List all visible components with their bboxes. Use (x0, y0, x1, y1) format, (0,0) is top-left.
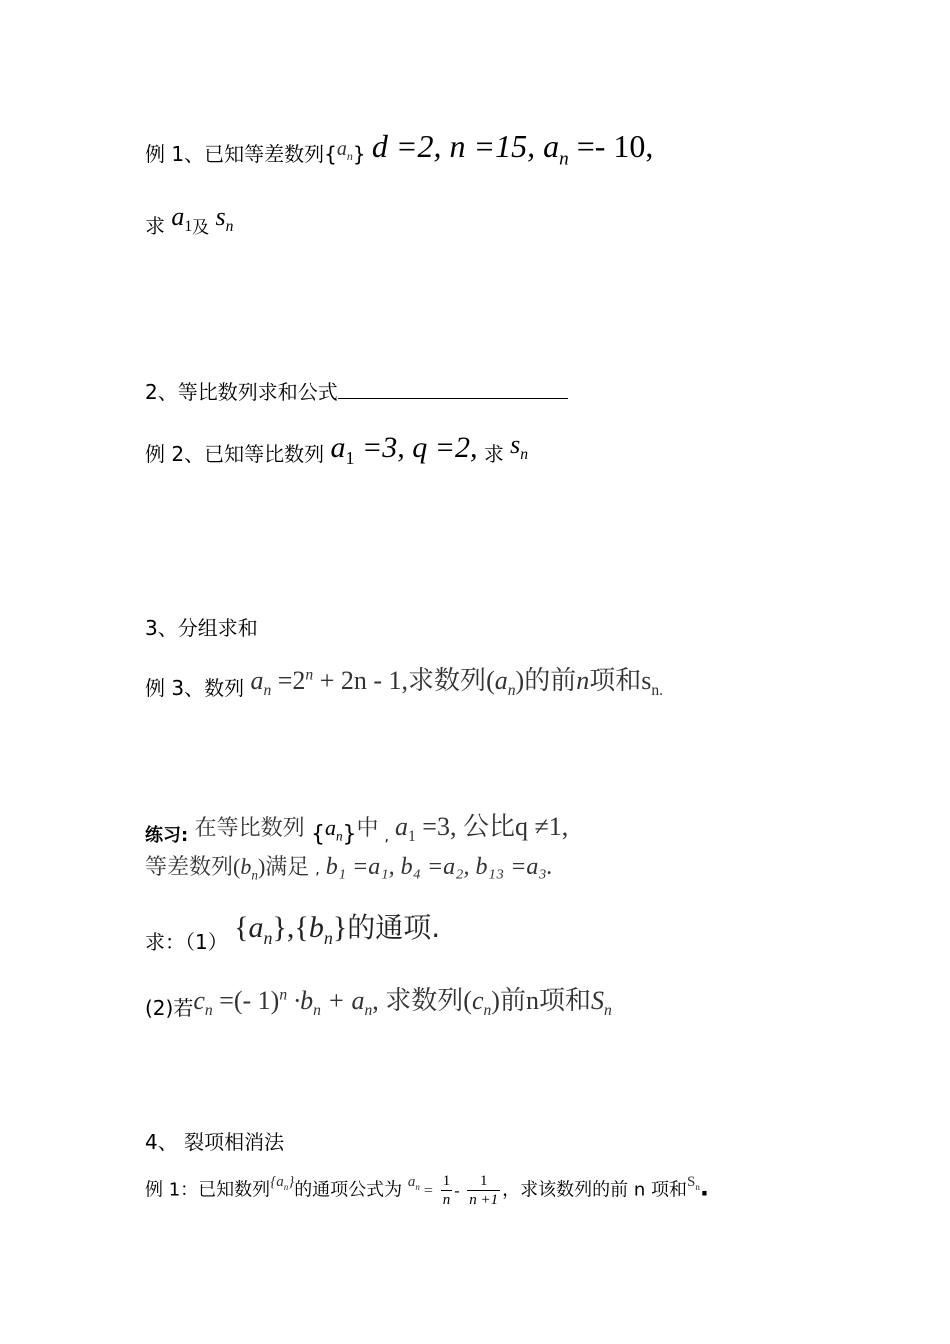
period: . (699, 1173, 709, 1202)
question-1-formula: $\{a_n\},\{b_n\}$的通项. (234, 911, 441, 948)
practice-label: 练习: (145, 825, 189, 846)
section-4-title: 4、 裂项相消法 (145, 1130, 285, 1154)
fraction-1-den: n (442, 1192, 451, 1208)
question-1-label: 求：（1） (145, 930, 228, 954)
seq-a: $a_n$ (336, 138, 353, 163)
question-1-line (145, 906, 440, 955)
fraction-1 (441, 1172, 453, 1209)
a1-symbol: $a_1$ (171, 202, 193, 236)
practice-text-2: 等差数列 (145, 855, 234, 880)
example-4-eq: = (419, 1182, 433, 1200)
answer-blank[interactable] (338, 382, 568, 399)
practice-mid-1: 中 (356, 816, 379, 841)
comma-2: , (315, 862, 320, 878)
section-2-title (145, 376, 568, 405)
practice-mid-2: 满足 (265, 855, 310, 880)
ask-label: 求 (145, 214, 165, 238)
example-4-line (145, 1172, 709, 1209)
question-2-formula: $c_n$ =(- $1)^n \cdot b_n + a_n$, 求数列$(c_n)$前n项和$S_n$ (193, 986, 612, 1020)
fraction-2 (467, 1172, 500, 1209)
ask-label-2: 求 (483, 442, 504, 466)
fraction-1-num: 1 (442, 1173, 451, 1189)
brace-open: { (324, 142, 337, 166)
example-4-an: an (407, 1173, 420, 1192)
sn-symbol: $s_n$ (215, 202, 234, 236)
fraction-2-den: n +1 (469, 1192, 499, 1208)
example-3-formula: $a_n =2^n + 2n - 1$,求数列$(a_n)$的前n项和$s_{n.}$ (250, 666, 664, 700)
and-label: 及 (192, 218, 210, 238)
example-2-line (145, 430, 528, 469)
example-1-formula: d =2, n =15, $a_n =- 10$, (371, 128, 654, 170)
example-4-seq: {an} (270, 1173, 295, 1192)
example-1-line (145, 128, 653, 170)
practice-line-1 (145, 806, 568, 847)
practice-seq-b: $(b_n)$ (233, 854, 266, 883)
comma-1: , (384, 829, 389, 845)
example-4-mid: 的通项公式为 (294, 1179, 403, 1201)
example-4-tail: ，求该数列的前 n 项和 (502, 1179, 687, 1201)
question-2-line (145, 980, 612, 1021)
practice-cond-1: $a_1 =3$, 公比q ≠1, (395, 812, 569, 846)
example-3-line (145, 660, 663, 701)
brace-close: } (352, 142, 366, 166)
question-2-label: (2)若 (145, 996, 194, 1020)
example-1-ask-line (145, 202, 233, 239)
section-2-title-text: 2、等比数列求和公式 (145, 380, 338, 404)
minus-sign: - (454, 1182, 460, 1200)
example-1-label: 例 1、已知等差数列 (145, 142, 325, 166)
example-2-formula: $a_1 =3$, q =2, (330, 431, 478, 468)
example-2-label: 例 2、已知等比数列 (145, 442, 325, 466)
practice-cond-2: b₁ =a₁, b₄ =a₂, b₁₃ =a₃. (325, 854, 553, 880)
section-3-title: 3、分组求和 (145, 616, 258, 640)
sn-symbol-2: $s_n$ (510, 430, 529, 464)
example-3-label: 例 3、数列 (145, 676, 245, 700)
fraction-2-num: 1 (467, 1172, 500, 1191)
example-4-label: 例 1：已知数列 (145, 1179, 271, 1201)
practice-line-2 (145, 850, 553, 883)
example-4-sn: Sn (686, 1173, 700, 1192)
practice-text-1: 在等比数列 (194, 816, 305, 841)
practice-seq-a: $\{a_n\}$ (310, 815, 357, 847)
